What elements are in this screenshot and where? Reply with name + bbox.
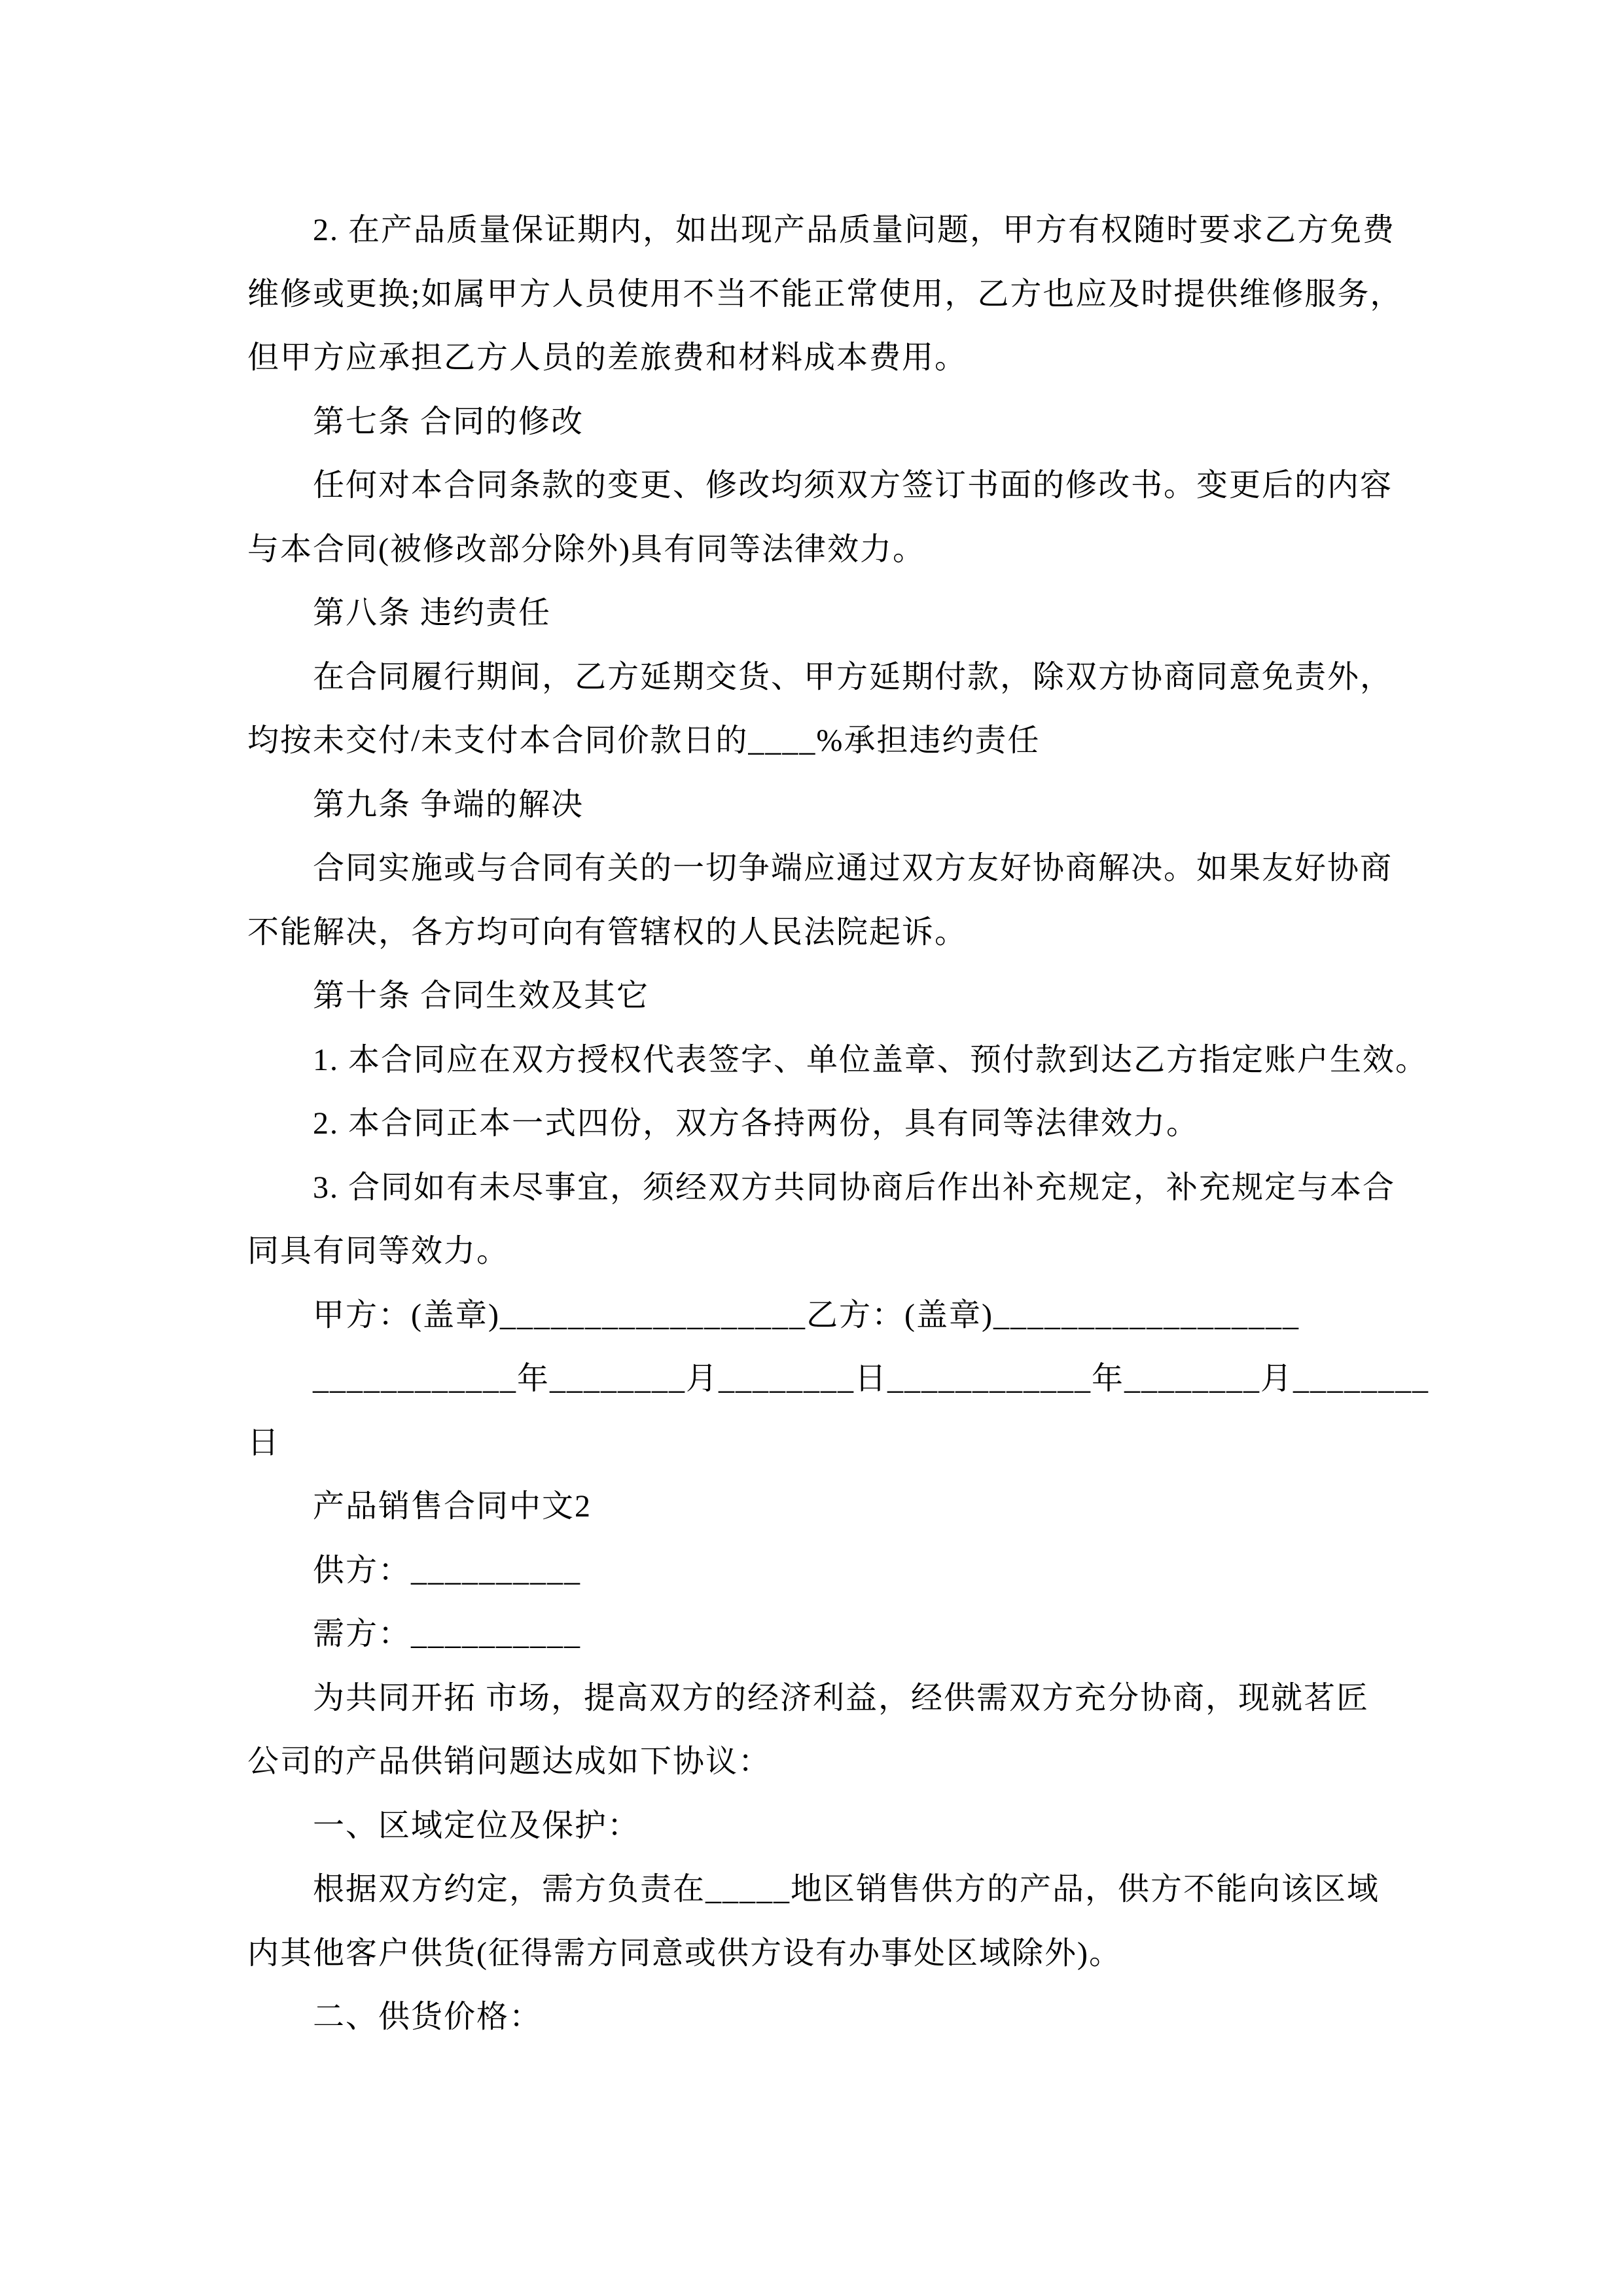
contract-clause-heading: 二、供货价格： [313, 2000, 543, 2034]
contract-line: 3. 合同如有未尽事宜，须经双方共同协商后作出补充规定，补充规定与本合 [313, 1170, 1396, 1205]
contract-line: 为共同开拓 市场，提高双方的经济利益，经供需双方充分协商，现就茗匠 [313, 1680, 1370, 1715]
contract-line: 同具有同等效力。 [247, 1234, 510, 1268]
contract-line: 但甲方应承担乙方人员的差旅费和材料成本费用。 [247, 340, 968, 375]
contract-line: 合同实施或与合同有关的一切争端应通过双方友好协商解决。如果友好协商 [313, 851, 1393, 886]
contract-line: 公司的产品供销问题达成如下协议： [247, 1744, 772, 1779]
contract-clause-heading: 一、区域定位及保护： [313, 1808, 641, 1843]
contract-clause-heading: 第十条 合同生效及其它 [313, 978, 650, 1013]
supplier-blank-line: 供方：__________ [313, 1552, 582, 1588]
signature-line: 甲方：(盖章)__________________乙方：(盖章)__________________ [313, 1297, 1300, 1333]
contract-line: 与本合同(被修改部分除外)具有同等法律效力。 [247, 531, 925, 567]
date-line: ____________年________月________日____________年________月________ [313, 1361, 1430, 1396]
contract-line: 2. 在产品质量保证期内，如出现产品质量问题，甲方有权随时要求乙方免费 [313, 213, 1396, 247]
contract-line: 2. 本合同正本一式四份，双方各持两份，具有同等法律效力。 [313, 1106, 1200, 1141]
section-title: 产品销售合同中文2 [313, 1489, 592, 1524]
contract-line: 不能解决，各方均可向有管辖权的人民法院起诉。 [247, 914, 968, 950]
contract-clause-heading: 第八条 违约责任 [313, 596, 552, 630]
contract-line: 任何对本合同条款的变更、修改均须双方签订书面的修改书。变更后的内容 [313, 468, 1393, 503]
contract-line: 根据双方约定，需方负责在_____地区销售供方的产品，供方不能向该区域 [313, 1872, 1380, 1907]
contract-line: 内其他客户供货(征得需方同意或供方设有办事处区域除外)。 [247, 1935, 1122, 1971]
contract-text-block [247, 198, 1430, 2049]
date-line-wrap: 日 [247, 1425, 281, 1460]
contract-line: 在合同履行期间，乙方延期交货、甲方延期付款，除双方协商同意免责外， [313, 659, 1393, 694]
contract-clause-heading: 第九条 争端的解决 [313, 787, 584, 822]
contract-line: 维修或更换;如属甲方人员使用不当不能正常使用，乙方也应及时提供维修服务， [247, 276, 1403, 312]
buyer-blank-line: 需方：__________ [313, 1617, 582, 1651]
contract-line: 均按未交付/未支付本合同价款日的____%承担违约责任 [247, 723, 1041, 758]
contract-line: 1. 本合同应在双方授权代表签字、单位盖章、预付款到达乙方指定账户生效。 [313, 1042, 1429, 1077]
contract-clause-heading: 第七条 合同的修改 [313, 404, 584, 439]
